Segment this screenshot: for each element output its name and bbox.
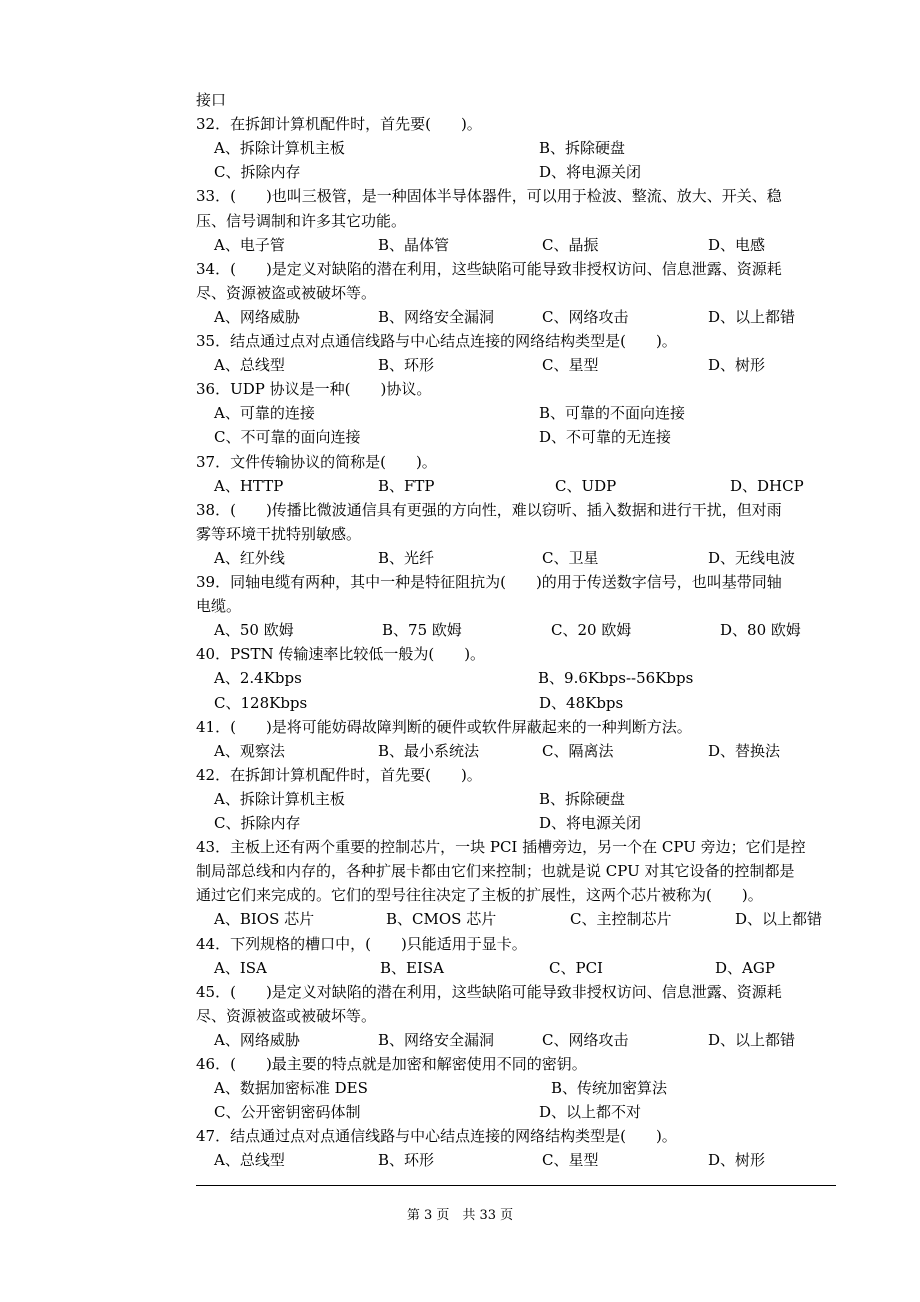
option-d: D、树形 (708, 356, 766, 375)
question-line (196, 980, 836, 1004)
line-text: 36．UDP 协议是一种( )协议。 (196, 380, 432, 399)
option-b: B、传统加密算法 (551, 1079, 668, 1098)
options-row (196, 233, 836, 257)
options-row (196, 956, 836, 980)
options-row (196, 160, 836, 184)
line-text: 尽、资源被盗或被破坏等。 (196, 1006, 377, 1025)
options-row (196, 666, 836, 690)
line-text: 35．结点通过点对点通信线路与中心结点连接的网络结构类型是( )。 (196, 332, 677, 350)
option-d: D、以上都错 (735, 910, 823, 929)
option-a: A、拆除计算机主板 (214, 139, 345, 158)
option-c: C、隔离法 (542, 741, 614, 760)
options-row (196, 739, 836, 763)
option-b: D、不可靠的无连接 (539, 428, 672, 447)
line-text: 雾等环境干扰特别敏感。 (196, 524, 362, 543)
option-c: C、主控制芯片 (570, 910, 672, 929)
option-d: D、树形 (708, 1151, 766, 1170)
option-c: C、星型 (542, 356, 599, 375)
option-a: A、ISA (214, 958, 267, 977)
options-row (196, 305, 836, 329)
options-row (196, 811, 836, 835)
options-row (196, 787, 836, 811)
option-a: C、128Kbps (214, 693, 308, 712)
option-d: D、80 欧姆 (720, 621, 801, 640)
question-line (196, 570, 836, 594)
option-d: D、AGP (715, 958, 775, 977)
question-line (196, 498, 836, 522)
option-d: D、以上都错 (708, 1030, 796, 1049)
option-c: C、卫星 (542, 548, 599, 567)
question-line (196, 642, 836, 666)
line-text: 尽、资源被盗或被破坏等。 (196, 283, 377, 302)
options-row (196, 691, 836, 715)
question-line (196, 281, 836, 305)
option-c: C、网络攻击 (542, 1030, 629, 1049)
option-b: B、EISA (380, 958, 445, 977)
option-c: C、PCI (549, 958, 603, 977)
option-b: D、48Kbps (539, 693, 624, 712)
question-line (196, 377, 836, 401)
options-row (196, 425, 836, 449)
option-b: B、9.6Kbps--56Kbps (538, 669, 694, 688)
option-d: D、替换法 (708, 741, 781, 760)
options-row (196, 136, 836, 160)
question-line (196, 1124, 836, 1148)
option-a: A、拆除计算机主板 (214, 789, 345, 808)
question-line (196, 209, 836, 233)
question-line (196, 184, 836, 208)
option-a: C、不可靠的面向连接 (214, 428, 361, 447)
line-text: 46．( )最主要的特点就是加密和解密使用不同的密钥。 (196, 1055, 587, 1073)
question-line (196, 835, 836, 859)
question-line (196, 522, 836, 546)
footer-divider (196, 1185, 836, 1186)
line-text: 47．结点通过点对点通信线路与中心结点连接的网络结构类型是( )。 (196, 1127, 677, 1146)
option-b: D、以上都不对 (539, 1103, 642, 1122)
question-line (196, 883, 836, 907)
line-text: 接口 (196, 91, 227, 109)
option-a: A、网络威胁 (214, 307, 300, 326)
options-row (196, 618, 836, 642)
line-text: 41．( )是将可能妨碍故障判断的硬件或软件屏蔽起来的一种判断方法。 (196, 717, 692, 736)
option-b: B、晶体管 (378, 235, 450, 254)
option-a: A、总线型 (214, 356, 285, 375)
option-d: D、无线电波 (708, 548, 796, 567)
question-line (196, 859, 836, 883)
question-line (196, 1052, 836, 1076)
options-row (196, 1148, 836, 1172)
option-a: C、拆除内存 (214, 814, 301, 832)
options-row (196, 1076, 836, 1100)
line-text: 40．PSTN 传输速率比较低一般为( )。 (196, 645, 486, 664)
option-b: B、环形 (378, 356, 435, 375)
option-b: B、可靠的不面向连接 (539, 404, 686, 423)
question-line (196, 763, 836, 787)
option-b: B、最小系统法 (378, 741, 480, 760)
page-footer: 第 3 页 共 33 页 (406, 1208, 514, 1223)
question-line (196, 1004, 836, 1028)
option-a: C、公开密钥密码体制 (214, 1103, 361, 1122)
options-row (196, 546, 836, 570)
question-line (196, 715, 836, 739)
line-text: 37．文件传输协议的简称是( )。 (196, 452, 437, 471)
line-text: 通过它们来完成的。它们的型号往往决定了主板的扩展性，这两个芯片被称为( )。 (196, 886, 763, 905)
question-line (196, 594, 836, 618)
line-text: 43．主板上还有两个重要的控制芯片，一块 PCI 插槽旁边，另一个在 CPU 旁边；它们是控 (196, 838, 806, 857)
line-text: 44．下列规格的槽口中，( )只能适用于显卡。 (196, 934, 527, 953)
option-d: D、电感 (708, 235, 766, 254)
option-a: A、可靠的连接 (214, 404, 315, 423)
options-row (196, 1100, 836, 1124)
option-b: B、CMOS 芯片 (386, 910, 497, 929)
line-text: 33．( )也叫三极管，是一种固体半导体器件，可以用于检波、整流、放大、开关、稳 (196, 187, 782, 206)
line-text: 42．在拆卸计算机配件时，首先要( )。 (196, 765, 482, 784)
option-a: A、数据加密标准 DES (214, 1079, 368, 1098)
question-line (196, 450, 836, 474)
options-row (196, 474, 836, 498)
question-line (196, 112, 836, 136)
option-a: C、拆除内存 (214, 163, 301, 182)
line-text: 45．( )是定义对缺陷的潜在利用，这些缺陷可能导致非授权访问、信息泄露、资源耗 (196, 982, 782, 1001)
option-a: A、50 欧姆 (214, 621, 294, 640)
question-line (196, 932, 836, 956)
line-text: 制局部总线和内存的，各种扩展卡都由它们来控制；也就是说 CPU 对其它设备的控制都是 (196, 862, 795, 881)
line-text: 电缆。 (196, 597, 242, 616)
options-row (196, 401, 836, 425)
option-b: B、网络安全漏洞 (378, 307, 495, 326)
option-d: D、以上都错 (708, 307, 796, 326)
option-a: A、BIOS 芯片 (214, 910, 315, 929)
option-b: B、拆除硬盘 (539, 139, 626, 158)
option-b: B、拆除硬盘 (539, 789, 626, 808)
option-c: C、网络攻击 (542, 307, 629, 326)
question-line (196, 88, 836, 112)
option-a: A、红外线 (214, 548, 285, 567)
line-text: 压、信号调制和许多其它功能。 (196, 211, 407, 230)
line-text: 32．在拆卸计算机配件时，首先要( )。 (196, 115, 482, 134)
option-a: A、观察法 (214, 741, 285, 760)
option-c: C、20 欧姆 (551, 621, 632, 640)
option-b: D、将电源关闭 (539, 814, 642, 832)
option-c: C、UDP (555, 476, 617, 495)
option-c: C、晶振 (542, 235, 599, 254)
option-a: A、HTTP (214, 476, 284, 495)
option-d: D、DHCP (730, 476, 804, 495)
option-a: A、电子管 (214, 235, 285, 254)
options-row (196, 353, 836, 377)
option-b: B、75 欧姆 (382, 621, 462, 640)
line-text: 39．同轴电缆有两种，其中一种是特征阻抗为( )的用于传送数字信号，也叫基带同轴 (196, 573, 782, 591)
option-b: D、将电源关闭 (539, 163, 642, 182)
option-b: B、环形 (378, 1151, 435, 1170)
line-text: 38．( )传播比微波通信具有更强的方向性，难以窃听、插入数据和进行干扰，但对雨 (196, 500, 782, 519)
line-text: 34．( )是定义对缺陷的潜在利用，这些缺陷可能导致非授权访问、信息泄露、资源耗 (196, 259, 782, 278)
question-line (196, 329, 836, 353)
option-b: B、网络安全漏洞 (378, 1030, 495, 1049)
options-row (196, 907, 836, 931)
option-a: A、网络威胁 (214, 1030, 300, 1049)
option-c: C、星型 (542, 1151, 599, 1170)
option-b: B、光纤 (378, 548, 435, 567)
option-a: A、总线型 (214, 1151, 285, 1170)
option-a: A、2.4Kbps (214, 669, 302, 688)
option-b: B、FTP (378, 476, 435, 495)
options-row (196, 1028, 836, 1052)
question-line (196, 257, 836, 281)
